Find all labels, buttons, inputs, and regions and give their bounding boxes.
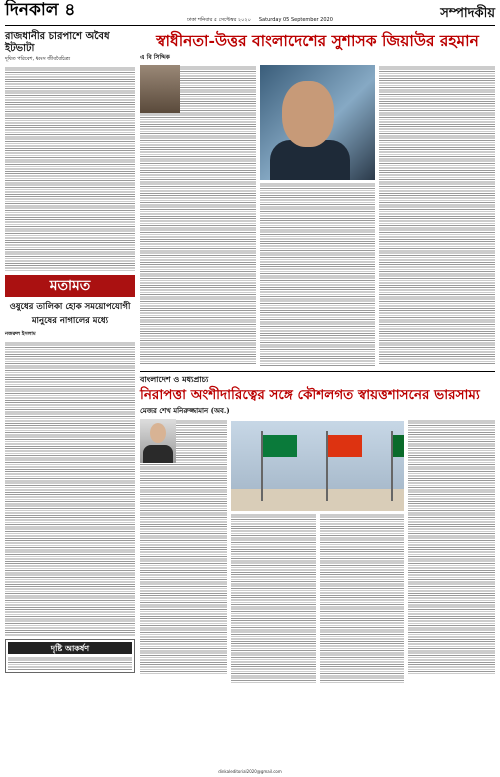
main-text-col2 [260,182,376,367]
main-headline: স্বাধীনতা-উত্তর বাংলাদেশের সুশাসক জিয়াউর রহমান [156,31,479,50]
second-kicker: বাংলাদেশ ও মধ্যপ্রাচ্য [140,374,209,384]
left-article-text [5,66,135,271]
portrait-photo [260,65,376,180]
main-byline: এ বি সিদ্দিক [140,54,170,61]
notice-title: দৃষ্টি আকর্ষণ [8,642,132,654]
second-article [140,371,495,683]
opinion-author: নজরুল ইসলাম [5,331,36,337]
date-line [145,17,375,25]
second-text-col3 [320,513,405,683]
date-bn: ঢাকা শনিবার ৫ সেপ্টেম্বর ২০২০ [187,17,251,23]
footer-email: dinkaleditorial2020@gmail.com [218,769,282,774]
author-photo [140,65,180,113]
notice-box [5,639,135,673]
masthead [5,0,495,26]
opinion-banner: মতামত [5,275,135,297]
second-text-col2 [231,513,316,683]
section-title: সম্পাদকীয় [440,6,495,21]
date-en: Saturday 05 September 2020 [258,17,333,23]
left-column [5,29,135,683]
second-author: মেজর শেখ মনিরুজ্জামান (অব.) [140,406,230,415]
left-headline: রাজধানীর চারপাশে অবৈধ ইটভাটা [5,31,110,54]
notice-text [8,656,132,670]
opinion-headline-2: মানুষের নাগালের মধ্যে [31,316,109,326]
newspaper-title: দিনকাল ৪ [5,0,76,20]
second-text-col4 [408,419,495,674]
left-subhead: দূষিত পরিবেশ, ধ্বংস জীববৈচিত্র্য [5,56,71,62]
author-photo-2 [140,419,176,463]
second-headline: নিরাপত্তা অংশীদারিত্বের সঙ্গে কৌশলগত স্বায়ত্তশাসনের ভারসাম্য [140,387,480,403]
opinion-text [5,341,135,636]
flags-photo [231,421,405,511]
main-text-col3 [379,65,495,365]
main-article [140,65,495,367]
right-area [140,29,495,683]
opinion-headline-1: ওষুধের তালিকা হোক সময়োপযোগী [9,302,131,312]
